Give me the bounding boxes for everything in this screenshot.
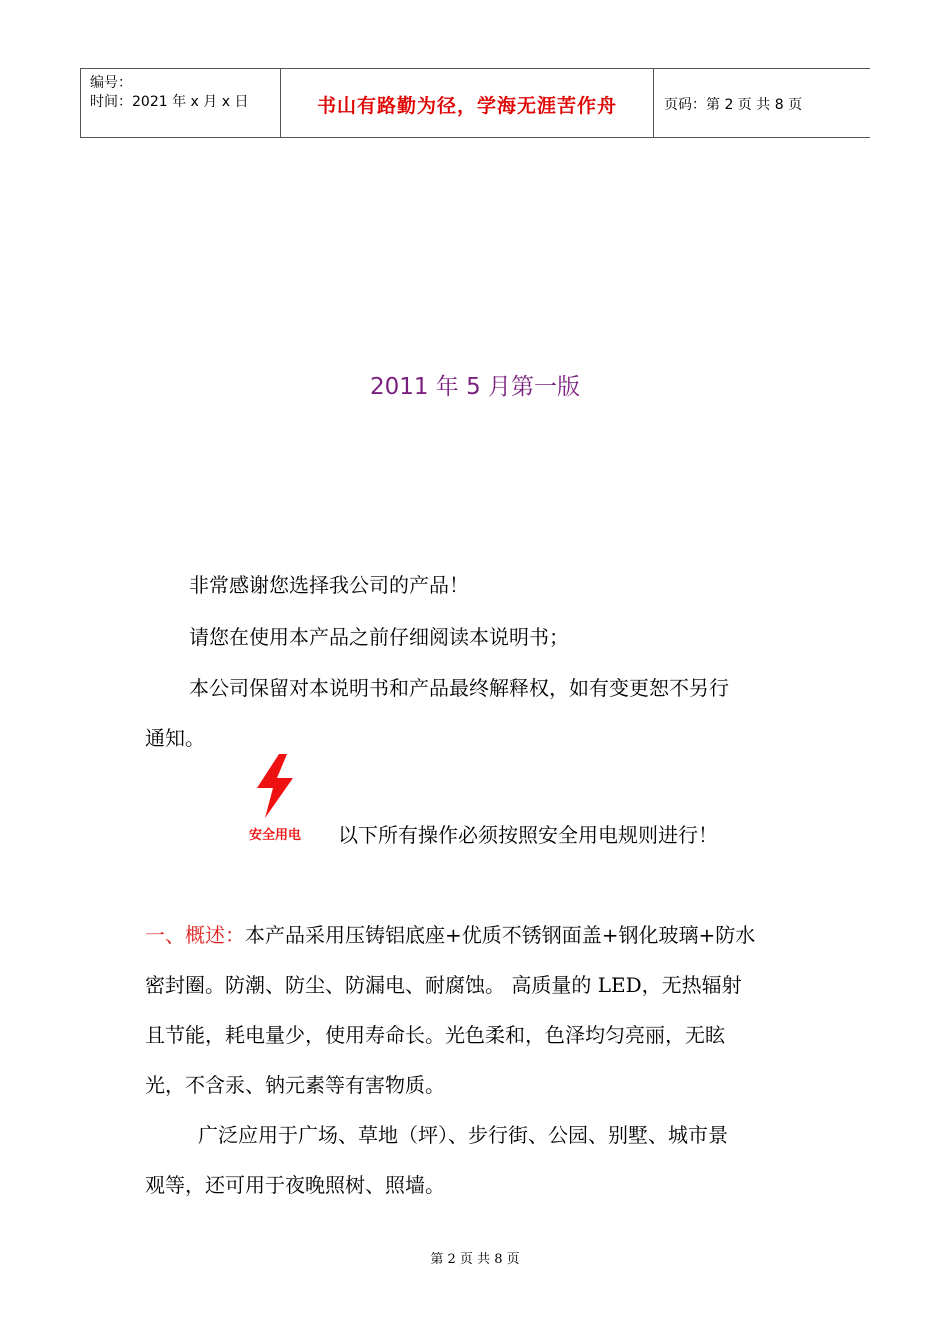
time-label: 时间：2021 年 x 月 x 日 — [90, 94, 249, 110]
overview-text-1: 本产品采用压铸铝底座+优质不锈钢面盖+钢化玻璃+防水 — [245, 923, 756, 947]
safety-label: 安全用电 — [248, 828, 301, 843]
safety-notice: 以下所有操作必须按照安全用电规则进行！ — [338, 823, 718, 847]
overview-line-1 — [145, 919, 755, 948]
edition-title: 2011 年 5 月第一版 — [369, 374, 581, 400]
intro-line-3: 本公司保留对本说明书和产品最终解释权，如有变更恕不另行 — [189, 676, 729, 700]
usage-line-1: 广泛应用于广场、草地（坪）、步行街、公园、别墅、城市景 — [198, 1123, 728, 1147]
page-footer: 第 2 页 共 8 页 — [430, 1252, 520, 1267]
overview-line-2: 密封圈。防潮、防尘、防漏电、耐腐蚀。 高质量的 LED，无热辐射 — [145, 973, 742, 997]
motto-text: 书山有路勤为径，学海无涯苦作舟 — [316, 95, 617, 117]
intro-line-1: 非常感谢您选择我公司的产品！ — [189, 573, 469, 597]
number-label: 编号： — [90, 75, 132, 91]
page-code: 页码：第 2 页 共 8 页 — [664, 97, 803, 113]
lightning-bolt-icon — [253, 754, 297, 818]
intro-line-2: 请您在使用本产品之前仔细阅读本说明书； — [189, 625, 569, 649]
overview-line-3: 且节能，耗电量少，使用寿命长。光色柔和，色泽均匀亮丽，无眩 — [145, 1023, 725, 1047]
page-header — [80, 68, 870, 138]
intro-line-4: 通知。 — [145, 726, 205, 750]
header-meta-cell — [80, 69, 281, 137]
safety-badge — [236, 754, 314, 842]
overview-line-4: 光，不含汞、钠元素等有害物质。 — [145, 1073, 445, 1097]
usage-line-2: 观等，还可用于夜晚照树、照墙。 — [145, 1173, 445, 1197]
overview-heading: 一、概述： — [145, 923, 245, 947]
header-page-cell — [653, 69, 870, 137]
header-motto-cell — [280, 69, 654, 137]
